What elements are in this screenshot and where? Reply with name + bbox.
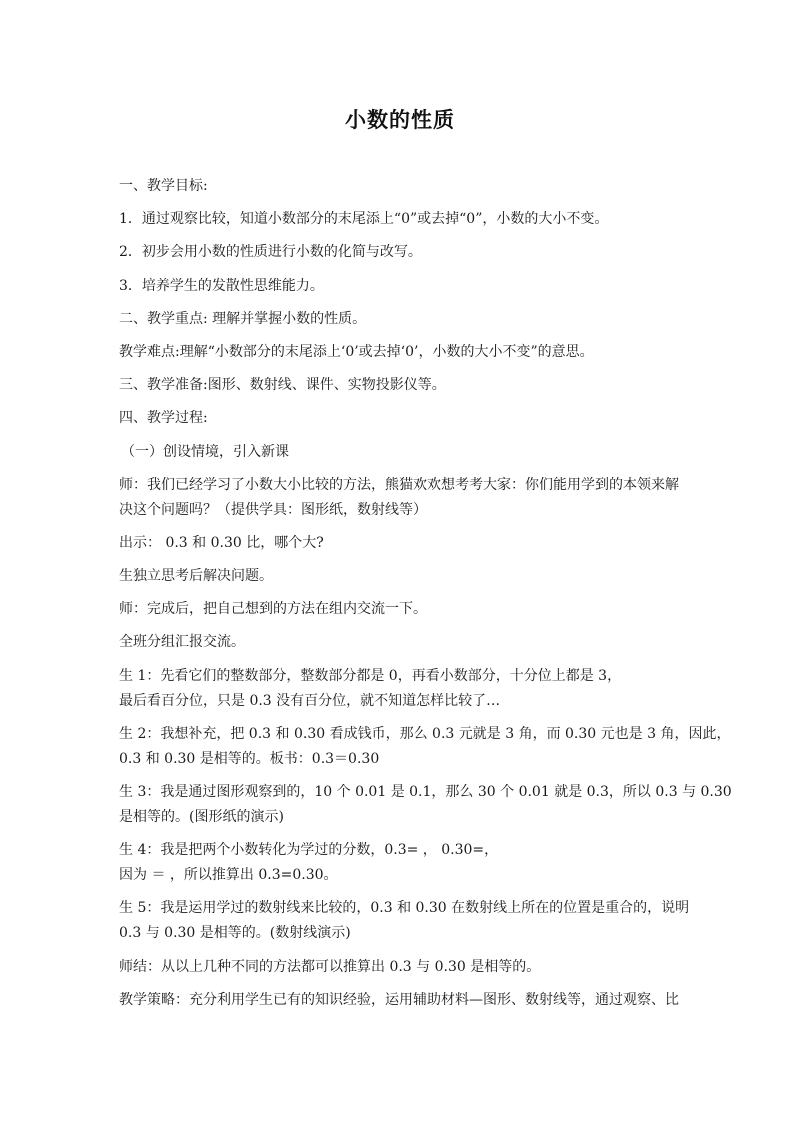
document-title: 小数的性质 <box>345 108 455 132</box>
paragraph-students-think: 生独立思考后解决问题。 <box>119 568 273 585</box>
paragraph-student-4-line-1: 生 4：我是把两个小数转化为学过的分数，0.3= ， 0.30=， <box>119 842 499 859</box>
paragraph-student-3-line-1: 生 3：我是通过图形观察到的，10 个 0.01 是 0.1，那么 30 个 0.01 就是 0.3，所以 0.3 与 0.30 <box>119 784 732 800</box>
paragraph-teacher-discuss: 师：完成后，把自己想到的方法在组内交流一下。 <box>119 601 427 618</box>
paragraph-student-5-line-2: 0.3 与 0.30 是相等的。(数射线演示) <box>119 925 351 942</box>
paragraph-teacher-intro-line-2: 决这个问题吗？（提供学具：图形纸，数射线等） <box>119 501 427 518</box>
paragraph-student-2-line-2: 0.3 和 0.30 是相等的。板书：0.3＝0.30 <box>119 750 380 767</box>
objective-item-2: 2．初步会用小数的性质进行小数的化简与改写。 <box>119 244 422 261</box>
paragraph-show-question: 出示： 0.3 和 0.30 比，哪个大? <box>119 534 324 551</box>
paragraph-teacher-intro-line-1: 师：我们已经学习了小数大小比较的方法，熊猫欢欢想考考大家：你们能用学到的本领来解 <box>119 476 679 493</box>
paragraph-student-2-line-1: 生 2：我想补充，把 0.3 和 0.30 看成钱币，那么 0.3 元就是 3 角，而 0.30 元也是 3 角，因此， <box>119 725 731 742</box>
section-heading-key-point: 二、教学重点: 理解并掌握小数的性质。 <box>119 310 367 327</box>
paragraph-teaching-strategy: 教学策略：充分利用学生已有的知识经验，运用辅助材料—图形、数射线等，通过观察、比 <box>119 991 679 1008</box>
difficult-point: 教学难点:理解“小数部分的末尾添上‘0’或去掉‘0’，小数的大小不变”的意思。 <box>119 343 594 360</box>
section-heading-objectives: 一、教学目标: <box>119 178 208 194</box>
section-heading-process: 四、教学过程: <box>119 410 208 427</box>
paragraph-student-1-line-1: 生 1：先看它们的整数部分，整数部分都是 0，再看小数部分，十分位上都是 3， <box>119 667 622 684</box>
document-body <box>119 178 732 1025</box>
objective-item-1: 1．通过观察比较，知道小数部分的末尾添上“0”或去掉“0”，小数的大小不变。 <box>119 211 609 228</box>
paragraph-class-report: 全班分组汇报交流。 <box>119 634 245 651</box>
subsection-heading-intro: （一）创设情境，引入新课 <box>121 443 289 460</box>
paragraph-student-4-line-2: 因为 ＝ ，所以推算出 0.3=0.30。 <box>119 867 338 884</box>
paragraph-student-5-line-1: 生 5：我是运用学过的数射线来比较的，0.3 和 0.30 在数射线上所在的位置是重合的，说明 <box>119 900 690 917</box>
paragraph-student-1-line-2: 最后看百分位，只是 0.3 没有百分位，就不知道怎样比较了… <box>119 692 501 709</box>
objective-item-3: 3．培养学生的发散性思维能力。 <box>119 277 324 294</box>
section-heading-preparation: 三、教学准备:图形、数射线、课件、实物投影仪等。 <box>119 377 446 394</box>
paragraph-teacher-summary: 师结：从以上几种不同的方法都可以推算出 0.3 与 0.30 是相等的。 <box>119 958 541 975</box>
paragraph-student-3-line-2: 是相等的。(图形纸的演示) <box>119 809 284 825</box>
